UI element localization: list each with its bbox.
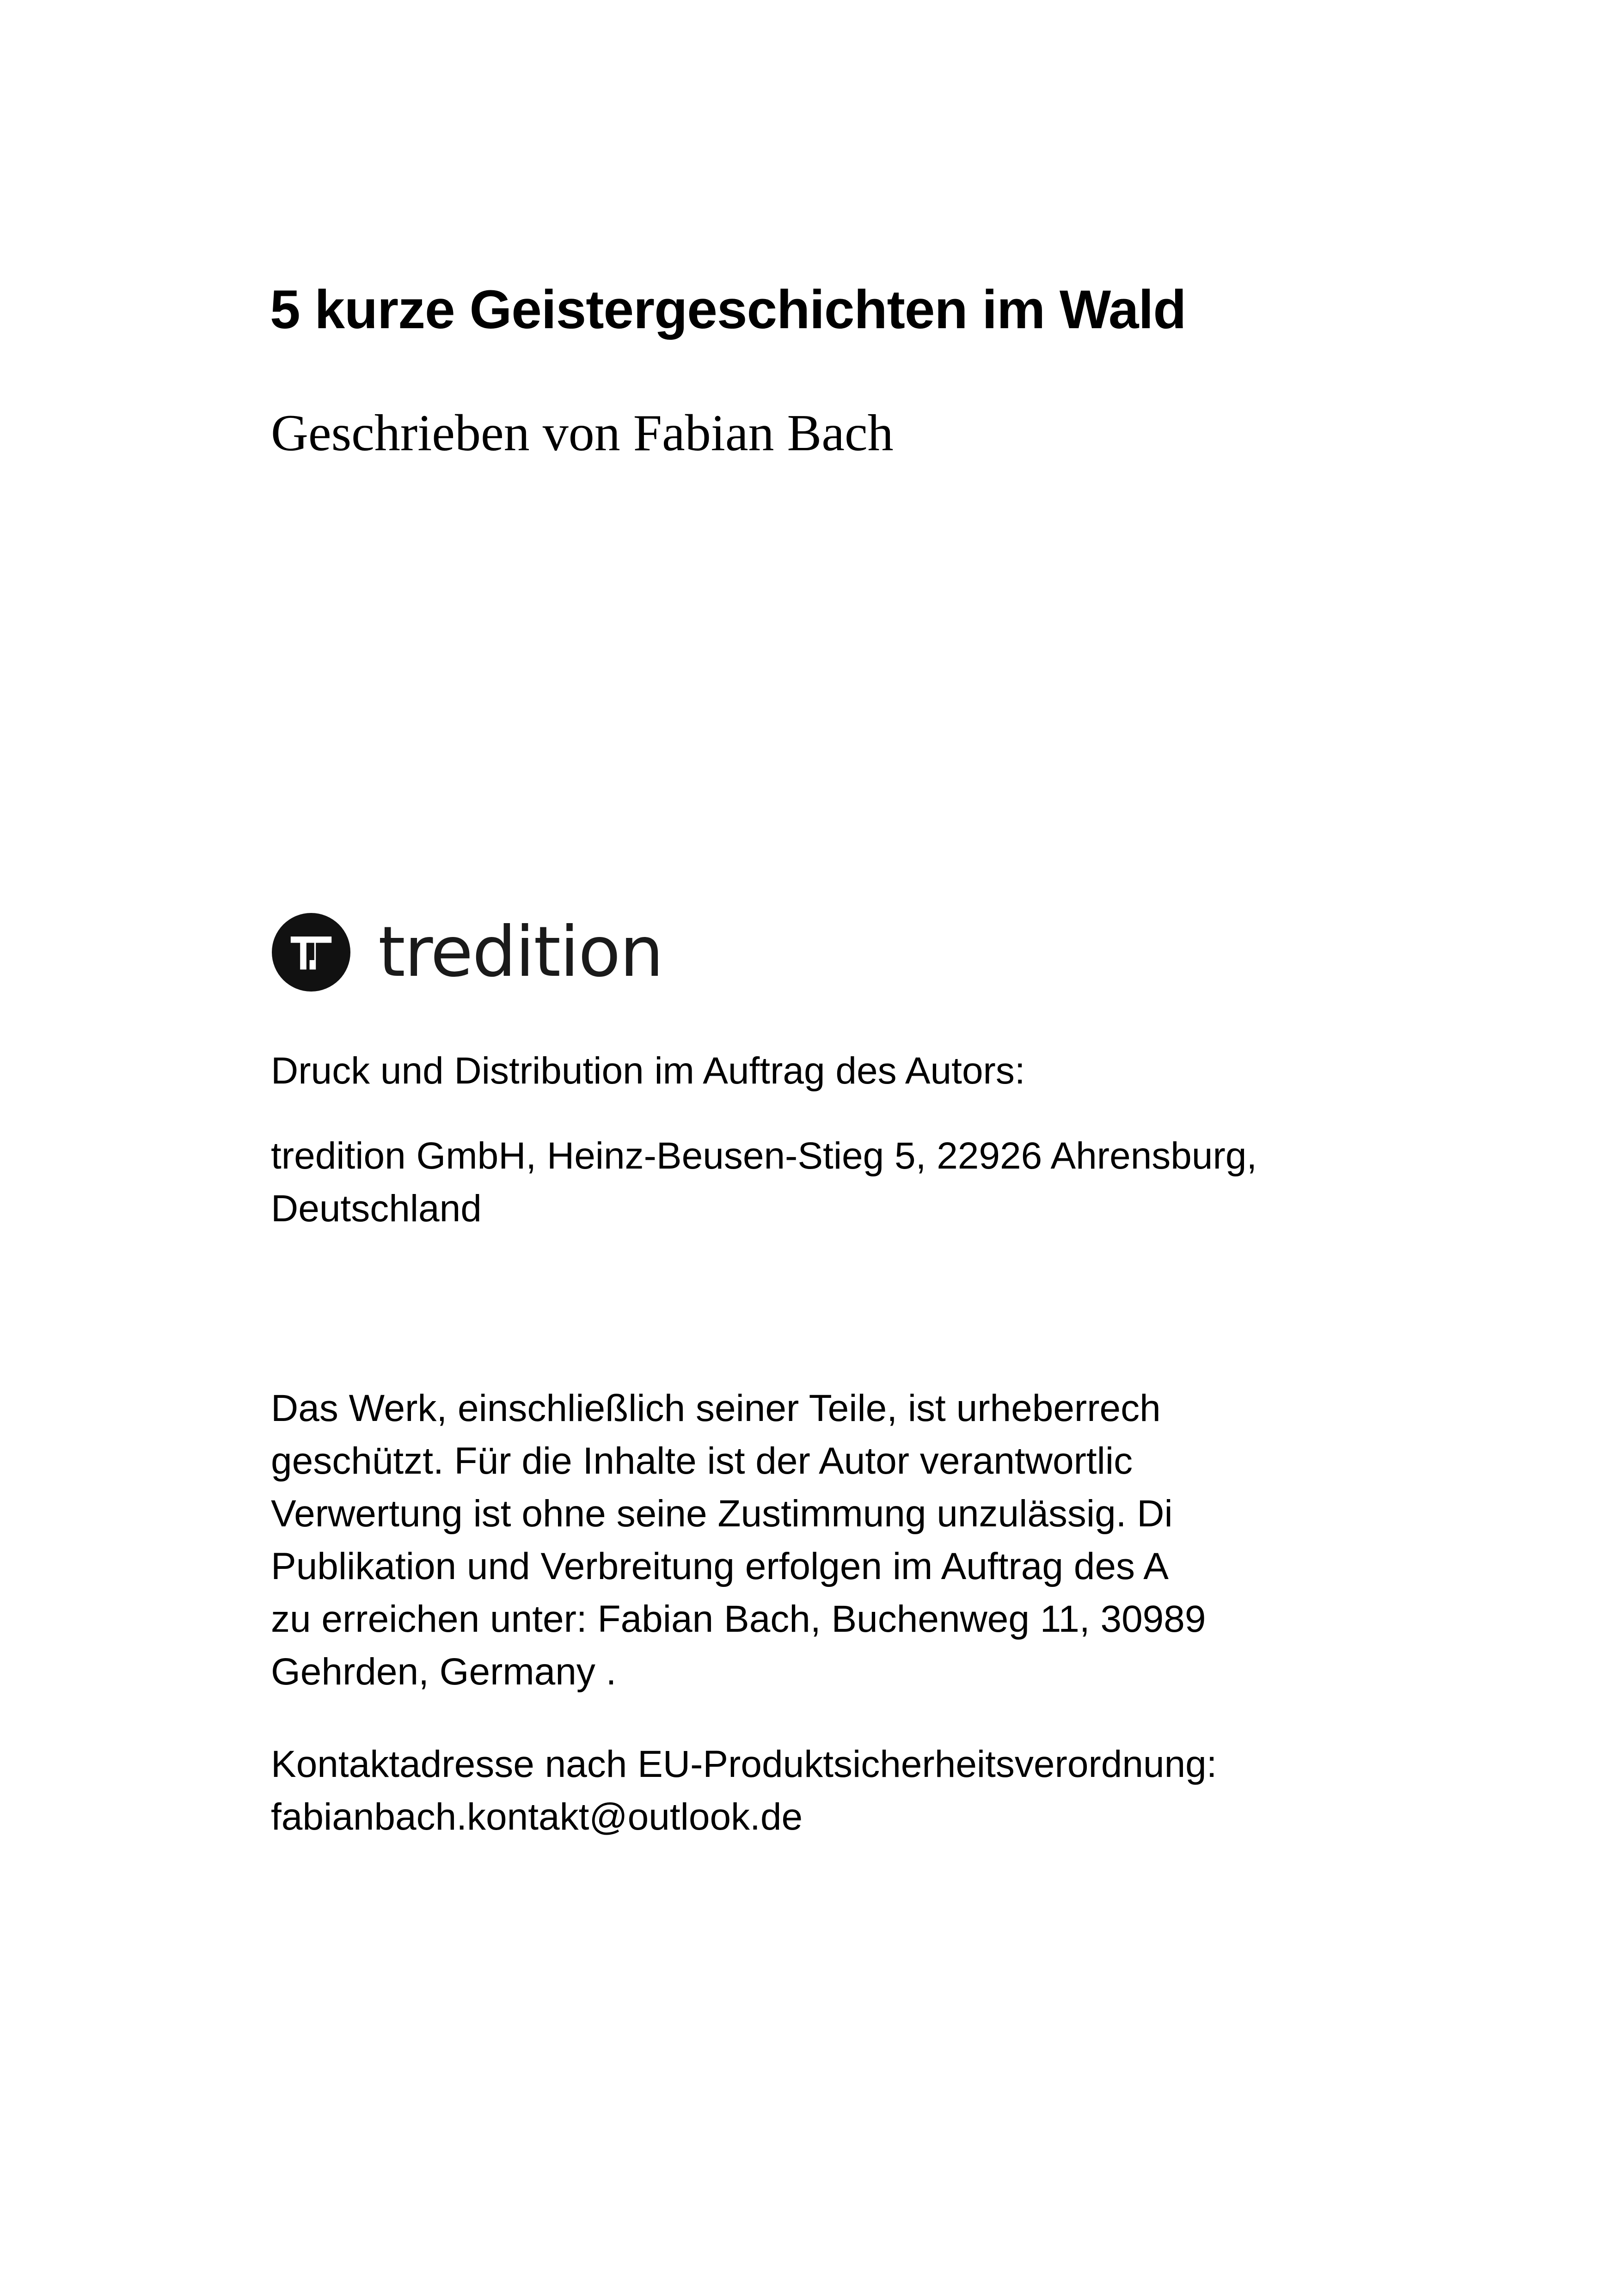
copyright-line: Gehrden, Germany . [271, 1651, 617, 1693]
publisher-wordmark: tredition [378, 912, 663, 992]
imprint-statement: Druck und Distribution im Auftrag des Autors: [271, 1050, 1025, 1092]
publisher-address [271, 1130, 1257, 1235]
copyright-line: Das Werk, einschließlich seiner Teile, ist urheberrech [271, 1387, 1161, 1429]
author-line: Geschrieben von Fabian Bach [271, 404, 894, 462]
contact-label: Kontaktadresse nach EU-Produktsicherheitsverordnung: [271, 1743, 1217, 1785]
copyright-line: Verwertung ist ohne seine Zustimmung unzulässig. Di [271, 1493, 1173, 1535]
address-line: Deutschland [271, 1188, 482, 1230]
tredition-logo-icon [272, 913, 350, 992]
copyright-line: zu erreichen unter: Fabian Bach, Buchenweg 11, 30989 [271, 1598, 1206, 1640]
contact-block [271, 1738, 1217, 1843]
copyright-notice [271, 1382, 1219, 1698]
copyright-line: Publikation und Verbreitung erfolgen im Auftrag des A [271, 1545, 1169, 1587]
contact-email: fabianbach.kontakt@outlook.de [271, 1796, 803, 1838]
copyright-line: geschützt. Für die Inhalte ist der Autor verantwortlic [271, 1440, 1133, 1482]
address-line: tredition GmbH, Heinz-Beusen-Stieg 5, 22926 Ahrensburg, [271, 1135, 1257, 1177]
book-title: 5 kurze Geistergeschichten im Wald [270, 279, 1186, 340]
publisher-logo [272, 913, 663, 992]
